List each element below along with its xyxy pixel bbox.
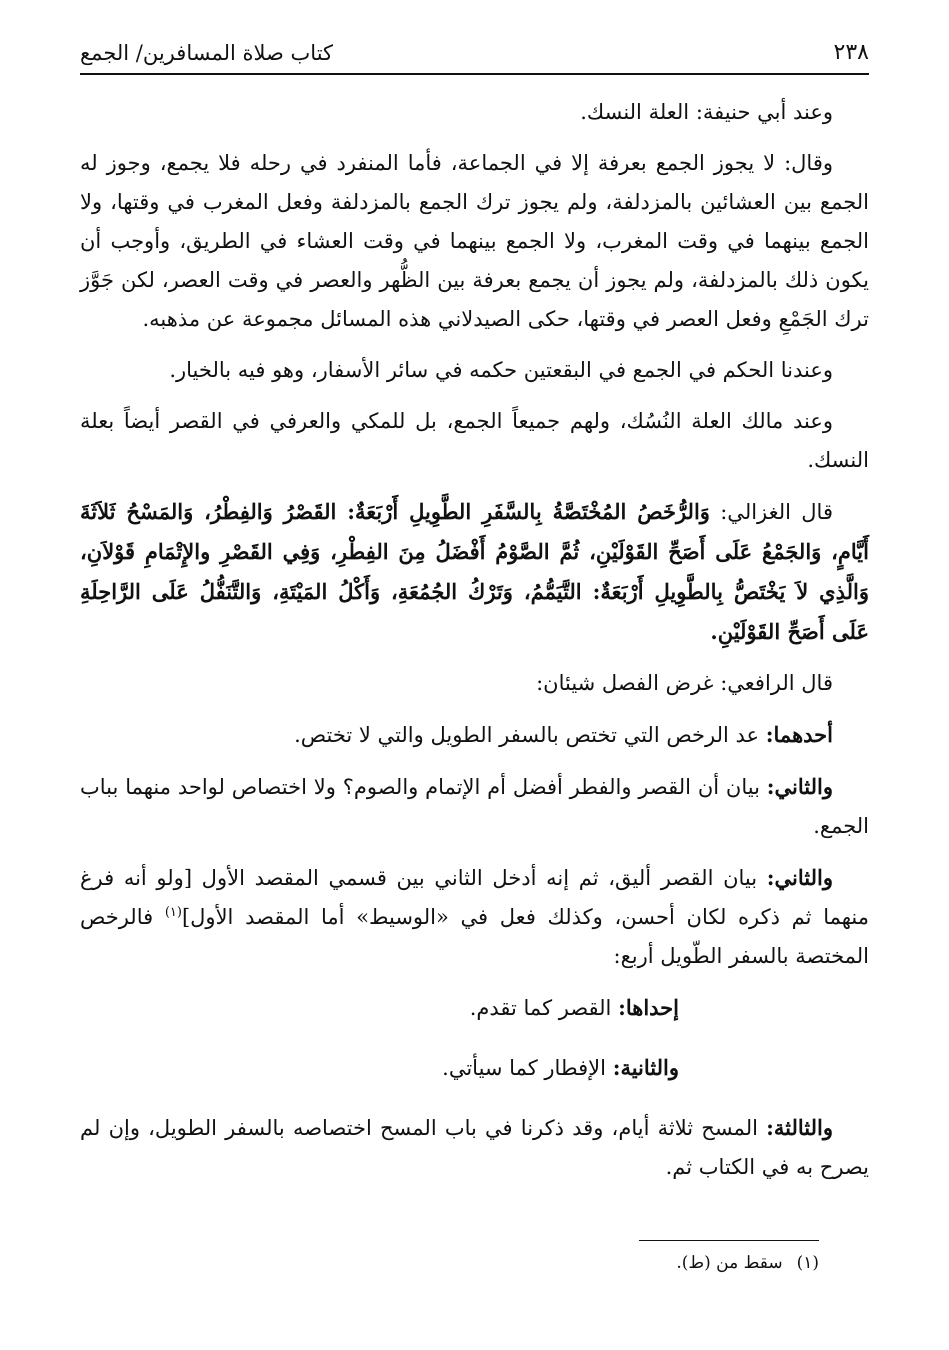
paragraph <box>80 144 869 339</box>
paragraph-text: وقال: لا يجوز الجمع بعرفة إلا في الجماعة، فأما المنفرد في رحله فلا يجمع، وجوز له الجمع بين العشائين بالمزدلفة، ولم يجوز ترك الجمع بالمزدلفة وفعل المغرب في وقتها، ولا الجمع بينهما في وقت المغرب، ولا الجمع بينهما في وقت العشاء في الطريق، وأوجب أن يكون ذلك بالمزدلفة، ولم يجوز أن يجمع بعرفة بين الظُّهر والعصر في وقت العصر، لكن جَوَّز ترك الجَمْعِ وفعل العصر في وقتها، حكى الصيدلاني هذه المسائل مجموعة عن مذهبه. <box>80 151 869 331</box>
item-text: القصر كما تقدم. <box>469 996 612 1020</box>
paragraph <box>80 767 869 846</box>
paragraph <box>80 664 869 703</box>
paragraph-text: بيان أن القصر والفطر أفضل أم الإتمام والصوم؟ ولا اختصاص لواحد منهما بباب الجمع. <box>80 775 869 838</box>
item-lead: إحداها: <box>618 995 679 1020</box>
paragraph-text: وعند مالك العلة النُسُك، ولهم جميعاً الجمع، بل للمكي والعرفي في القصر أيضاً بعلة النسك. <box>80 409 869 472</box>
paragraph-text: قال الرافعي: غرض الفصل شيئان: <box>536 671 833 695</box>
footnote-reference: (١) <box>164 905 182 920</box>
page-number: ٢٣٨ <box>833 40 869 65</box>
paragraph-lead: والثاني: <box>766 774 833 799</box>
paragraph-text: المسح ثلاثة أيام، وقد ذكرنا في باب المسح اختصاصه بالسفر الطويل، وإن لم يصرح به في الكتاب ثم. <box>80 1116 869 1179</box>
paragraph <box>80 402 869 480</box>
footnote-rule <box>639 1240 819 1241</box>
paragraph <box>80 715 869 755</box>
paragraph-text: وعندنا الحكم في الجمع في البقعتين حكمه في سائر الأسفار، وهو فيه بالخيار. <box>169 358 833 382</box>
paragraph-text: وعند أبي حنيفة: العلة النسك. <box>580 100 833 124</box>
quoted-matn-paragraph <box>80 492 869 652</box>
matn-text: وَالرُّخَصُ المُخْتَصَّةُ بِالسَّفَرِ الطَّوِيلِ أَرْبَعَةٌ: القَصْرُ وَالفِطْرُ، وَالمَسْحُ ثَلاَثَةَ أَيَّامٍ، وَالجَمْعُ عَلَى أَصَحِّ القَوْلَيْنِ، ثُمَّ الصَّوْمُ أَفْضَلُ مِنَ الفِطْرِ، وَفِي القَصْرِ والإِتْمَامِ قَوْلاَنِ، وَالَّذِي لاَ يَخْتَصُّ بِالطَّوِيلِ أَرْبَعَةٌ: التَّيَمُّمُ، وَتَرْكُ الجُمُعَةِ، وَأَكْلُ المَيْتَةِ، وَالتَّنَفُّلُ عَلَى الرَّاحِلَةِ عَلَى أَصَحِّ القَوْلَيْنِ. <box>80 499 869 644</box>
footnote-text: سقط من (ط). <box>676 1253 783 1273</box>
paragraph <box>80 1108 869 1187</box>
paragraph-lead: والثاني: <box>766 865 833 890</box>
running-title: كتاب صلاة المسافرين/ الجمع <box>80 41 334 65</box>
item-lead: والثانية: <box>612 1055 679 1080</box>
paragraph-text: بيان القصر أليق، ثم إنه أدخل الثاني بين قسمي المقصد الأول [ولو أنه فرغ منهما ثم ذكره لكان أحسن، وكذلك فعل في «الوسيط» أما المقصد الأول] <box>80 866 869 929</box>
footnote-number: (١) <box>796 1253 819 1273</box>
item-text: الإفطار كما سيأتي. <box>442 1056 606 1080</box>
body-text <box>80 93 869 1187</box>
paragraph-lead: قال الغزالي: <box>720 500 833 524</box>
footnote <box>676 1253 819 1273</box>
header-rule <box>80 73 869 75</box>
paragraph-lead: أحدهما: <box>765 722 833 747</box>
paragraph <box>80 351 869 390</box>
paragraph-lead: والثالثة: <box>766 1115 833 1140</box>
paragraph-text-continued: فالرخص المختصة بالسفر الطّويل أربع: <box>80 905 869 968</box>
running-header <box>80 40 869 73</box>
paragraph <box>80 858 869 976</box>
paragraph <box>80 93 869 132</box>
paragraph-text: عد الرخص التي تختص بالسفر الطويل والتي لا تختص. <box>294 723 760 747</box>
list-item <box>80 988 869 1028</box>
list-item <box>80 1048 869 1088</box>
